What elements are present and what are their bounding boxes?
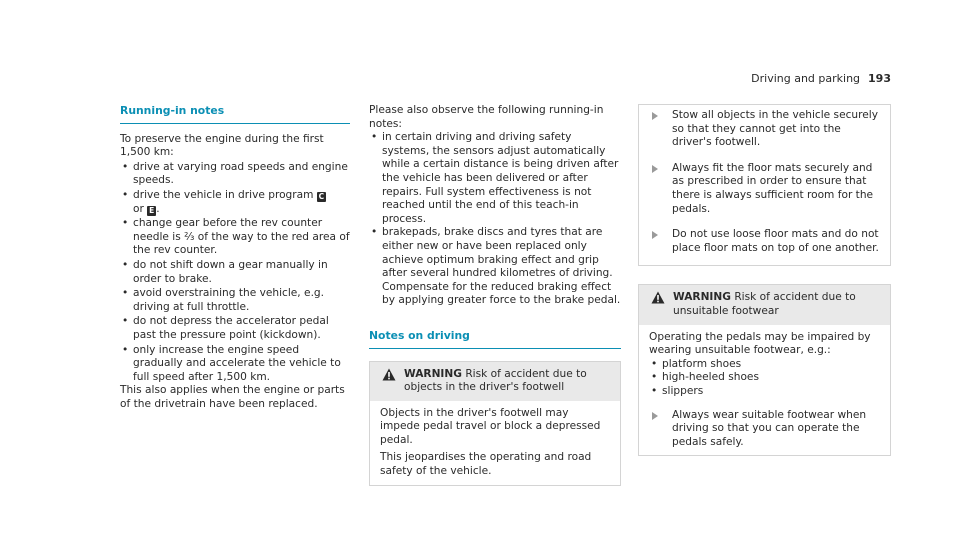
step-text: Do not use loose floor mats and do not place floor mats on top of one another. <box>672 228 879 254</box>
list-item: • do not depress the accelerator pedal past the pressure point (kickdown). <box>120 315 350 342</box>
warning-header <box>639 285 890 324</box>
running-in-title: Running-in notes <box>120 104 350 124</box>
right-column <box>638 104 891 456</box>
instruction-step <box>639 162 890 216</box>
arrow-icon <box>652 231 658 239</box>
warning-text: Objects in the driver's footwell may impede pedal travel or block a depressed pedal. <box>380 406 601 446</box>
list-item: • brakepads, brake discs and tyres that are either new or have been replaced only achieve optimum braking effect and grip after several hundred kilometres of driving. Compensate for the reduced braking effect by applying greater force to the brake pedal. <box>369 226 621 308</box>
step-text: Always wear suitable footwear when driving so that you can operate the pedals safely. <box>672 408 867 448</box>
warning-label: WARNING <box>404 367 462 380</box>
list-item: • platform shoes <box>649 358 880 372</box>
warning-box <box>369 361 621 486</box>
warning-box <box>638 284 891 456</box>
instruction-step <box>649 409 880 450</box>
arrow-icon <box>652 112 658 120</box>
drive-program-e-icon: E <box>149 205 155 215</box>
arrow-icon <box>652 165 658 173</box>
list-item: • high-heeled shoes <box>649 371 880 385</box>
warning-triangle-icon <box>651 291 665 304</box>
running-in-intro: To preserve the engine during the first 1,500 km: <box>120 132 324 159</box>
notes-driving-title: Notes on driving <box>369 329 621 349</box>
list-item: • only increase the engine speed gradually and accelerate the vehicle to full speed after 1,500 km. <box>120 344 350 385</box>
warning-triangle-icon <box>382 368 396 381</box>
warning-label: WARNING <box>673 291 731 304</box>
warning-text: Operating the pedals may be impaired by wearing unsuitable footwear, e.g.: <box>649 330 871 357</box>
list-item: • in certain driving and driving safety systems, the sensors adjust automatically while a certain distance is being driven after the vehicle has been delivered or after repairs. Full system effectiveness is not reached until the end of this teach-in process. <box>369 131 621 226</box>
list-item: • slippers <box>649 385 880 399</box>
warning-body <box>370 401 620 485</box>
step-text: Stow all objects in the vehicle securely so that they cannot get into the driver's footwell. <box>672 109 878 149</box>
warning-heading: Risk of accident due to objects in the driver's footwell <box>404 367 587 394</box>
header-title: Driving and parking <box>751 72 861 85</box>
instruction-step <box>639 109 890 150</box>
footwear-list <box>649 358 880 399</box>
list-item-text: drive the vehicle in drive program <box>133 188 314 201</box>
list-item: • change gear before the rev counter needle is ⅔ of the way to the red area of the rev counter. <box>120 217 350 258</box>
list-item: • drive at varying road speeds and engine speeds. <box>120 161 350 188</box>
list-item: • avoid overstraining the vehicle, e.g. driving at full throttle. <box>120 287 350 314</box>
step-text: Always fit the floor mats securely and as prescribed in order to ensure that there is always sufficient room for the pedals. <box>672 161 874 215</box>
drive-program-c-icon: C <box>318 191 325 201</box>
middle-intro: Please also observe the following running-in notes: <box>369 104 604 130</box>
or-text: or <box>133 202 144 215</box>
running-in-column <box>120 104 350 411</box>
middle-list <box>369 131 621 308</box>
arrow-icon <box>652 412 658 420</box>
middle-column <box>369 104 621 486</box>
page-number: 193 <box>868 72 891 85</box>
page-header <box>751 72 891 86</box>
warning-header <box>370 362 620 401</box>
period-text: . <box>156 202 160 215</box>
running-in-list <box>120 161 350 385</box>
warning-text: This jeopardises the operating and road safety of the vehicle. <box>380 451 592 478</box>
instruction-box <box>638 104 891 266</box>
warning-heading: Risk of accident due to unsuitable footwear <box>673 291 856 317</box>
running-in-outro: This also applies when the engine or parts of the drivetrain have been replaced. <box>120 384 345 410</box>
warning-body <box>639 325 890 456</box>
list-item <box>120 189 350 216</box>
instruction-step <box>639 228 890 255</box>
list-item: • do not shift down a gear manually in order to brake. <box>120 259 350 286</box>
